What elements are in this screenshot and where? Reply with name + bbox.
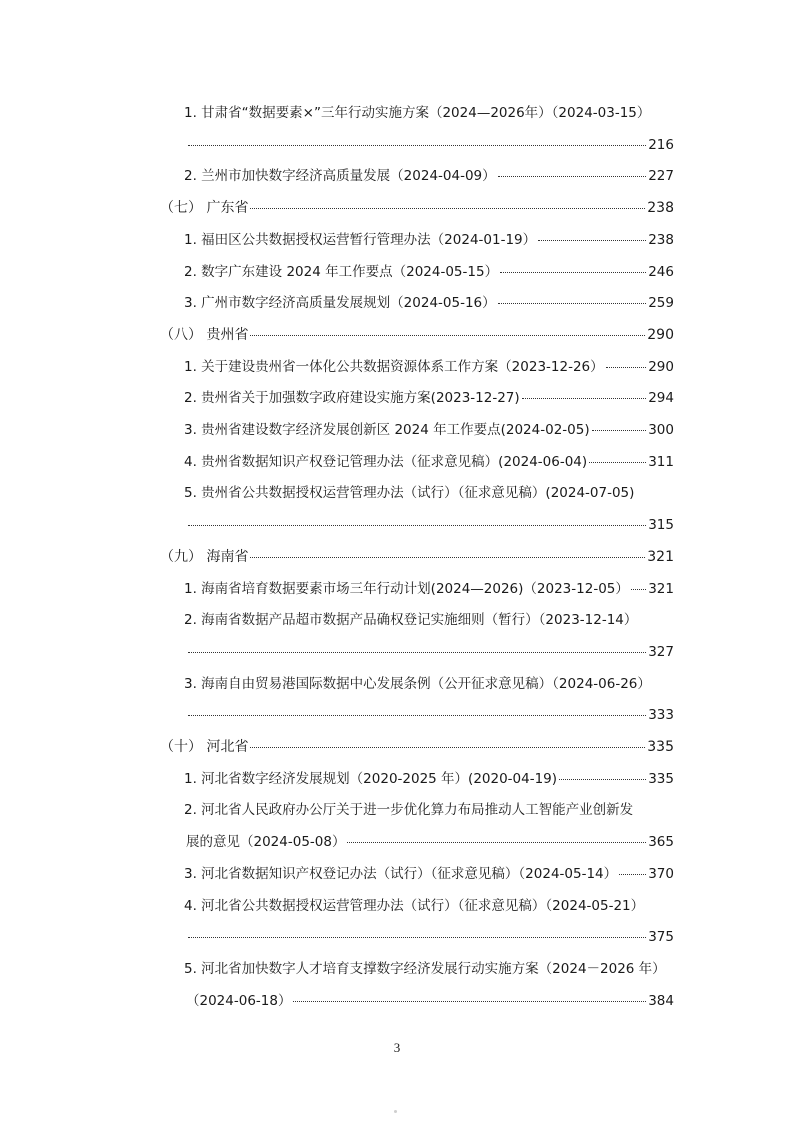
toc-page-number: 335 xyxy=(648,770,674,787)
toc-page-number: 333 xyxy=(648,707,674,724)
toc-page-number: 227 xyxy=(648,168,674,185)
toc-page-number: 384 xyxy=(648,992,674,1009)
dot-leader xyxy=(559,767,646,780)
toc-entry-title: 2. 兰州市加快数字经济高质量发展（2024-04-09） xyxy=(184,168,496,185)
dot-leader xyxy=(538,228,646,241)
toc-entry-title: 1. 福田区公共数据授权运营暂行管理办法（2024-01-19） xyxy=(184,231,537,248)
toc-entry-title: 1. 河北省数字经济发展规划（2020-2025 年）(2020-04-19) xyxy=(184,770,558,787)
toc-page-number: 321 xyxy=(648,580,674,597)
toc-entry[interactable] xyxy=(0,641,794,663)
toc-entry-title: 3. 广州市数字经济高质量发展规划（2024-05-16） xyxy=(184,295,496,312)
dot-leader xyxy=(619,862,646,875)
toc-entry-title: （八） 贵州省 xyxy=(160,326,249,343)
toc-page-number: 300 xyxy=(648,422,674,438)
dot-leader xyxy=(606,355,647,368)
toc-entry[interactable] xyxy=(0,451,794,473)
toc-entry[interactable] xyxy=(0,768,794,790)
toc-entry[interactable] xyxy=(0,863,794,885)
toc-entry-title: 3. 海南自由贸易港国际数据中心发展条例（公开征求意见稿）（2024-06-26） xyxy=(184,675,651,692)
toc-page-number: 238 xyxy=(648,231,674,248)
toc-page-number: 238 xyxy=(647,200,674,217)
toc-page-number: 321 xyxy=(647,548,674,565)
toc-entry[interactable] xyxy=(0,609,794,631)
toc-section-entry[interactable] xyxy=(0,546,794,568)
toc-entry[interactable] xyxy=(0,990,794,1012)
toc-entry[interactable] xyxy=(0,799,794,821)
toc-entry[interactable] xyxy=(0,514,794,536)
toc-entry-title: 4. 河北省公共数据授权运营管理办法（试行）（征求意见稿）（2024-05-21） xyxy=(184,897,645,914)
toc-entry[interactable] xyxy=(0,419,794,441)
dot-leader xyxy=(498,164,647,177)
toc-page-number: 315 xyxy=(648,517,674,534)
toc-entry[interactable] xyxy=(0,261,794,283)
toc-entry[interactable] xyxy=(0,831,794,853)
toc-entry[interactable] xyxy=(0,292,794,314)
toc-section-entry[interactable] xyxy=(0,197,794,219)
toc-entry[interactable] xyxy=(0,958,794,980)
page-number: 3 xyxy=(393,1040,401,1055)
toc-entry-title: 1. 海南省培育数据要素市场三年行动计划(2024—2026)（2023-12-05） xyxy=(184,580,629,597)
toc-entry[interactable] xyxy=(0,926,794,948)
toc-entry-title: 2. 贵州省关于加强数字政府建设实施方案(2023-12-27) xyxy=(184,390,520,407)
toc-entry-title: 4. 贵州省数据知识产权登记管理办法（征求意见稿）(2024-06-04) xyxy=(184,453,588,470)
toc-page-number: 294 xyxy=(648,390,674,407)
toc-entry[interactable] xyxy=(0,895,794,917)
toc-page-number: 311 xyxy=(648,453,674,470)
toc-entry-title: （七） 广东省 xyxy=(160,200,249,217)
toc-entry-title: （十） 河北省 xyxy=(160,739,249,755)
dot-leader xyxy=(500,260,646,273)
toc-page-number: 335 xyxy=(647,739,674,755)
toc-entry-title: 2. 海南省数据产品超市数据产品确权登记实施细则（暂行）（2023-12-14） xyxy=(184,612,638,629)
toc-entry[interactable] xyxy=(0,673,794,695)
scan-speck xyxy=(394,1110,397,1113)
toc-entry[interactable] xyxy=(0,704,794,726)
toc-section-entry[interactable] xyxy=(0,324,794,346)
dot-leader xyxy=(347,830,646,843)
dot-leader xyxy=(250,735,645,748)
toc-page-number: 290 xyxy=(648,358,674,375)
toc-entry[interactable] xyxy=(0,482,794,504)
toc-entry-title: 5. 贵州省公共数据授权运营管理办法（试行）（征求意见稿）(2024-07-05) xyxy=(184,485,635,502)
dot-leader xyxy=(188,513,646,526)
toc-entry-title: （九） 海南省 xyxy=(160,548,249,565)
dot-leader xyxy=(589,450,646,463)
toc-section-entry[interactable] xyxy=(0,736,794,758)
dot-leader xyxy=(250,323,645,336)
toc-page-number: 246 xyxy=(648,263,674,280)
dot-leader xyxy=(498,291,647,304)
dot-leader xyxy=(592,418,647,431)
dot-leader xyxy=(188,640,646,653)
toc-page-number: 290 xyxy=(647,326,674,343)
dot-leader xyxy=(188,133,646,146)
toc-entry-title: 3. 贵州省建设数字经济发展创新区 2024 年工作要点(2024-02-05) xyxy=(184,422,590,438)
toc-entry[interactable] xyxy=(0,356,794,378)
toc-page-number: 259 xyxy=(648,295,674,312)
toc-entry[interactable] xyxy=(0,578,794,600)
toc-entry-title: 2. 数字广东建设 2024 年工作要点（2024-05-15） xyxy=(184,263,499,280)
toc-entry-title: 展的意见（2024-05-08） xyxy=(186,834,346,851)
dot-leader xyxy=(293,989,646,1002)
toc-entry[interactable] xyxy=(0,102,794,124)
toc-entry[interactable] xyxy=(0,165,794,187)
toc-entry[interactable] xyxy=(0,134,794,156)
toc-entry-title: 2. 河北省人民政府办公厅关于进一步优化算力布局推动人工智能产业创新发 xyxy=(184,802,634,819)
toc-entry-title: 1. 甘肃省“数据要素×”三年行动实施方案（2024—2026年）（2024-03-15） xyxy=(184,105,651,121)
dot-leader xyxy=(188,703,646,716)
toc-page-number: 327 xyxy=(648,643,674,660)
toc-entry[interactable] xyxy=(0,229,794,251)
toc-page-number: 365 xyxy=(648,834,674,851)
toc-entry-title: 3. 河北省数据知识产权登记办法（试行）（征求意见稿）（2024-05-14） xyxy=(184,865,618,882)
toc-entry-title: 1. 关于建设贵州省一体化公共数据资源体系工作方案（2023-12-26） xyxy=(184,358,604,375)
dot-leader xyxy=(250,545,645,558)
dot-leader xyxy=(522,386,647,399)
dot-leader xyxy=(188,925,646,938)
dot-leader xyxy=(631,577,646,590)
toc-entry[interactable] xyxy=(0,387,794,409)
toc-entry-title: 5. 河北省加快数字人才培育支撑数字经济发展行动实施方案（2024－2026 年） xyxy=(184,960,666,977)
toc-page-number: 370 xyxy=(648,865,674,882)
toc-entry-title: （2024-06-18） xyxy=(186,992,292,1009)
dot-leader xyxy=(250,196,645,209)
toc-page-number: 216 xyxy=(648,136,674,153)
toc-page-number: 375 xyxy=(648,929,674,946)
